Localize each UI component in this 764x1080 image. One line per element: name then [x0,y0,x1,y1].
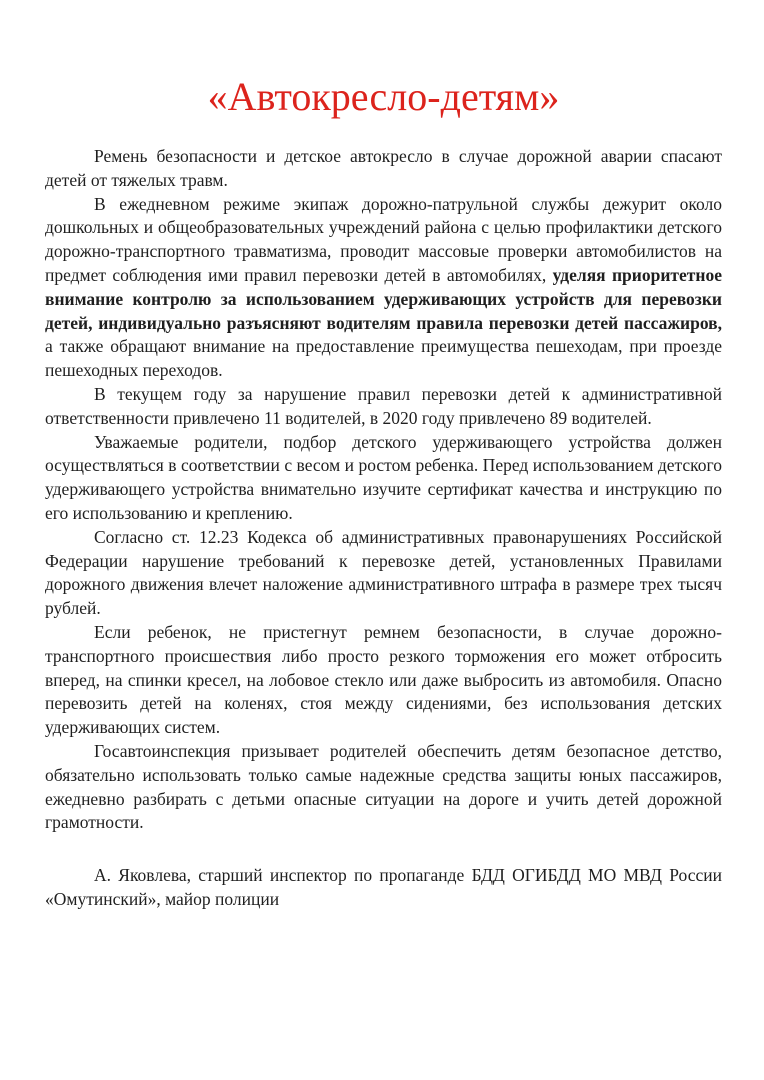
text-segment: В ежедневном режиме экипаж дорожно-патрульной службы дежурит около дошкольных и общеобразовательных учреждений района с целью профилактики детского дорожно-транспортного травматизма, проводит массовые проверки автомобилистов на предмет соблюдения ими правил перевозки детей в автомобилях, [45,193,722,285]
text-segment: Госавтоинспекция призывает родителей обеспечить детям безопасное детство, обязательно использовать только самые надежные средства защиты юных пассажиров, ежедневно разбирать с детьми опасные ситуации на дороге и учить детей дорожной грамотности. [45,740,722,833]
paragraph [45,740,722,835]
text-segment: а также обращают внимание на предоставление преимущества пешеходам, при проезде пешеходных переходов. [45,336,722,381]
paragraph [45,145,722,193]
paragraph [45,526,722,621]
paragraph [45,621,722,740]
document-title: «Автокресло-детям» [207,74,560,119]
signature-paragraph: А. Яковлева, старший инспектор по пропаганде БДД ОГИБДД МО МВД России «Омутинский», майор полиции [45,865,722,909]
text-segment: Ремень безопасности и детское автокресло в случае дорожной аварии спасают детей от тяжелых травм. [45,146,722,190]
text-segment: Уважаемые родители, подбор детского удерживающего устройства должен осуществляться в соответствии с весом и ростом ребенка. Перед использованием детского удерживающего устройства внимательно изучите сертификат качества и инструкцию по его использованию и креплению. [45,431,722,523]
paragraph [45,193,722,383]
document-body [45,145,722,835]
text-segment: Если ребенок, не пристегнут ремнем безопасности, в случае дорожно-транспортного происшествия либо просто резкого торможения его может отбросить вперед, на спинки кресел, на лобовое стекло или даже выбросить из автомобиля. Опасно перевозить детей на коленях, стоя между сидениями, без использования детских удерживающих систем. [45,621,722,738]
text-segment: В текущем году за нарушение правил перевозки детей к административной ответственности привлечено 11 водителей, в 2020 году привлечено 89 водителей. [45,383,722,428]
paragraph [45,431,722,526]
bold-text-segment: уделяя приоритетное внимание контролю за использованием удерживающих устройств для перевозки детей, индивидуально разъясняют водителям правила перевозки детей пассажиров, [45,264,722,333]
paragraph [45,383,722,431]
text-segment: Согласно ст. 12.23 Кодекса об административных правонарушениях Российской Федерации нарушение требований к перевозке детей, установленных Правилами дорожного движения влечет наложение административного штрафа в размере трех тысяч рублей. [45,526,722,619]
